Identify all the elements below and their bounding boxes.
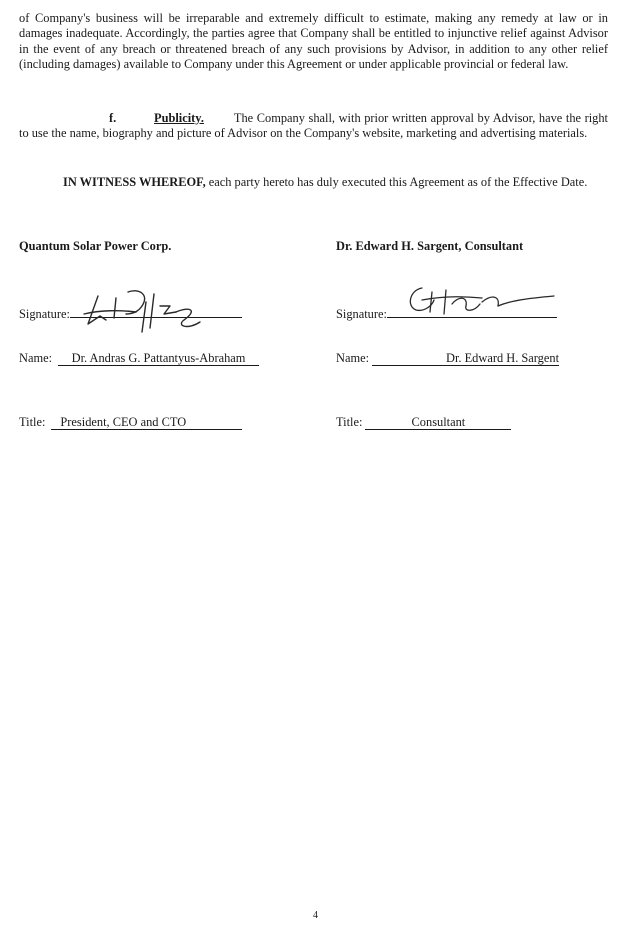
left-title-value [51,415,242,430]
right-title-value: Consultant [365,415,511,430]
page-number: 4 [313,910,318,921]
left-signature-label: Signature: [19,307,70,321]
right-signature-image [402,282,562,322]
right-party-name: Dr. Edward H. Sargent, Consultant [336,239,524,253]
left-title-text: President, CEO and CTO [60,415,187,429]
witness-text: each party hereto has duly executed this Agreement as of the Effective Date. [205,175,588,189]
right-name-value: Dr. Edward H. Sargent [372,351,559,366]
left-signature-image [80,284,220,340]
left-name-value: Dr. Andras G. Pattantyus-Abraham [58,351,259,366]
right-name-label: Name: [336,351,370,365]
clause-letter: f. [109,111,117,125]
left-name-label: Name: [19,351,53,365]
right-signature-label: Signature: [336,307,387,321]
left-party-name: Quantum Solar Power Corp. [19,239,172,253]
clause-text: The Company shall, with prior written approval by Advisor, have the right to use the name, biography and picture of Advisor on the Company's website, marketing and advertising materials. [19,111,608,141]
witness-lead: IN WITNESS WHEREOF, [63,175,206,189]
clause-heading: Publicity. [154,111,204,125]
left-title-field [19,415,242,430]
right-title-label: Title: [336,415,363,429]
right-name-field [336,351,559,366]
paragraph-remedies: of Company's business will be irreparable and extremely difficult to estimate, making any remedy at law or in damages inadequate. Accordingly, the parties agree that Company shall be entitled to injunctive relief against Advisor in the event of any breach or threatened breach of any such provisions by Advisor, in addition to any other relief (including damages) available to Company under this Agreement or under applicable provincial or federal law. [19,11,608,72]
left-name-field [19,351,259,366]
right-title-field [336,415,511,430]
paragraph-publicity [19,111,608,142]
paragraph-witness [19,175,608,190]
left-title-label: Title: [19,415,46,429]
